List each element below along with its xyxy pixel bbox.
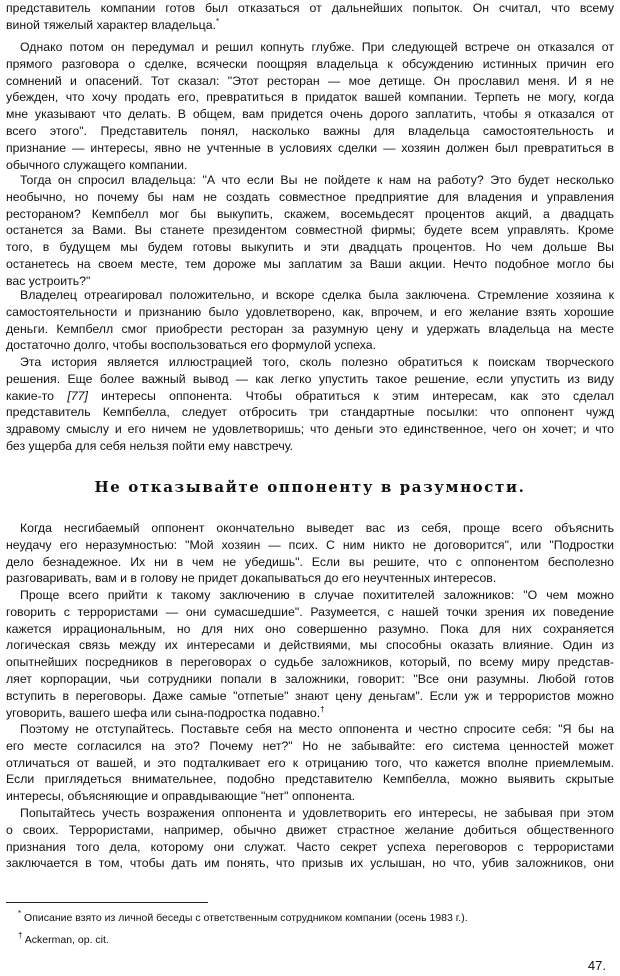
text-line: необычно, но почему бы нам не создать совместное предприятие для владения и управления — [6, 189, 614, 204]
footnote — [18, 931, 109, 947]
paragraph — [6, 805, 614, 872]
footnote-divider — [6, 902, 208, 903]
paragraph — [6, 0, 614, 34]
text-line: уговорить, вашего шефа или сына-подростка подавно.† — [6, 704, 325, 720]
paragraph — [6, 520, 614, 587]
text-line: всего этого". Представитель понял, насколько важны для владельца самостоятельность и — [6, 123, 614, 138]
footnote-mark: * — [18, 909, 22, 918]
text-line: интересы, объясняющие и оправдывающие "нет" оппонента. — [6, 789, 356, 804]
text-line: мне указывают что делать. В общем, вам придется очень дорого заплатить, чтобы я отказался от — [6, 107, 614, 122]
page-reference: [77] — [67, 388, 88, 403]
text-line: Попытайтесь учесть возражения оппонента и удовлетворить его интересы, не забывая при этом — [20, 806, 614, 820]
text-line: заключается в том, чтобы дать им понять, что призыв их услышан, но что, убив заложников, они — [6, 856, 614, 871]
footnote-mark: † — [18, 931, 23, 940]
text-line: деньги. Кемпбелл смог приобрести ресторан за разумную цену и удержать владельца на месте — [6, 321, 614, 336]
text-line: кажется иррациональным, но для них оно совершенно разумно. Пока для них сохраняется — [6, 621, 614, 636]
footnote-text: Описание взято из личной беседы с ответственным сотрудником компании (осень 1983 г.). — [24, 912, 468, 924]
footnote-mark: * — [215, 16, 220, 26]
text-line: разговаривать, вам и в голову не придет докапываться до его неучтенных интересов. — [6, 571, 497, 586]
text-line: останется за Вами. Вы станете президентом совместной фирмы; будете всем управлять. Кроме — [6, 223, 614, 238]
text-line: ляет корпорации, чьи сотрудники попали в заложники, говорит: "Все они разумны. Любой готов — [6, 671, 614, 686]
text-line: отличаться от вашей, и это подталкивает его к отрицанию того, что кажется вполне приемлемым. — [6, 755, 614, 770]
text-line: останетесь на своем месте, тем дороже мы заплатим за Ваши акции. Нечто подобное могло бы — [6, 256, 614, 271]
text-line: обычного служащего компании. — [6, 157, 188, 172]
text-line: представитель компании готов был отказаться от дальнейших попыток. Он считал, что всему — [6, 1, 614, 15]
text-line: Однако потом он передумал и решил копнуть глубже. При следующей встрече он отказался от — [20, 40, 614, 54]
text-line: признание — интересы, явно не учтенные в условиях сделки — хозяин должен был превратиться в — [6, 140, 614, 155]
footnote — [18, 909, 468, 925]
text-line: виной тяжелый характер владельца.* — [6, 16, 220, 32]
text-line: логическая связь между их интересами и действиями, мы способны оказать влияние. Один из — [6, 638, 614, 653]
text-line: Когда несгибаемый оппонент окончательно выведет вас из себя, проще всего объяснить — [20, 521, 614, 535]
text-line: решения. Еще более важный вывод — как легко упустить такое решение, если упустить из виду — [6, 371, 614, 386]
paragraph — [6, 39, 614, 173]
text-line: его месте согласился на это? Почему нет?" Но не забывайте: его система ценностей может — [6, 738, 614, 753]
footnote-mark: † — [320, 704, 325, 714]
text-line: Поэтому не отступайтесь. Поставьте себя на место оппонента и честно спросите себя: "Я бы на — [20, 722, 614, 736]
paragraph — [6, 287, 614, 354]
text-line: дело безнадежное. Их ни в чем не убедишь". Если вы решите, что с оппонентом бесполезно — [6, 554, 614, 569]
text-line: достаточно долго, чтобы воспользоваться его формулой успеха. — [6, 338, 377, 353]
text-line: о своих. Террористами, например, обычно движет страстное желание добиться общественного — [6, 822, 614, 837]
text-line: Проще всего прийти к такому заключению в случае похитителей заложников: "О чем можно — [20, 588, 614, 602]
text-line: признания того дела, которому они служат. Часто секрет успеха переговоров с террористами — [6, 839, 614, 854]
paragraph — [6, 172, 614, 290]
text-line: того, в будущем мы будем готовы выкупить и эти двадцать процентов. Но чем дольше Вы — [6, 240, 614, 255]
text-line: прямого разговора о сделке, всячески поощряя владельца к обсуждению истинных причин его — [6, 56, 614, 71]
text-line: опытнейших посредников в переговорах о судьбе заложников, который, по всему миру представ- — [6, 655, 614, 670]
text-line: убежден, что хочу продать его, превратиться в придаток вашей компании. Терпеть не могу, когда — [6, 90, 614, 105]
text-line: неудачу его неразумностью: "Мой хозяин — псих. С ним никто не договорится", или "Подростки — [6, 537, 614, 552]
paragraph — [6, 354, 614, 455]
text-line: Эта история является иллюстрацией того, сколь полезно обратиться к поискам творческого — [20, 355, 614, 369]
text-line: Если приглядеться внимательнее, подобно представителю Кемпбелла, можно выявить скрытые — [6, 772, 614, 787]
text-line: здравому смыслу и его ничем не удовлетворишь; что деньги это единственное, чего он хочет; и что — [6, 422, 614, 437]
paragraph — [6, 587, 614, 721]
text-line: Тогда он спросил владельца: "А что если Вы не пойдете к нам на работу? Это будет несколько — [20, 173, 614, 187]
text-line: говорить с террористами — они сумасшедшие". Разумеется, с нашей точки зрения их поведение — [6, 604, 614, 619]
text-line: самостоятельности и признанию было удовлетворено, как, впрочем, и его желание взять хорошие — [6, 304, 614, 319]
text-line: вступить в переговоры. Даже самые "отпетые" знают цену деньгам". Если уж и террористов можно — [6, 688, 614, 703]
text-line: рестораном? Кемпбелл мог бы выкупить, скажем, восемьдесят процентов акций, а двадцать — [6, 206, 614, 221]
text-line: какие-то [77] интересы оппонента. Чтобы обратиться к этим интересам, как это сделал — [6, 388, 615, 403]
page-number: 47. — [587, 958, 606, 973]
paragraph — [6, 721, 614, 805]
text-line: представитель Кемпбелла, следует отбросить три стандартные посылки: что оппонент чужд — [6, 405, 614, 420]
text-line: Владелец отреагировал положительно, и вскоре сделка была заключена. Стремление хозяина к — [20, 288, 614, 302]
section-heading: Не отказывайте оппоненту в разумности. — [94, 478, 526, 496]
footnote-text: Ackerman, op. cit. — [24, 934, 109, 946]
text-line: вас устроить?" — [6, 273, 91, 288]
text-line: сомнений и опасений. Тот сказал: "Этот ресторан — мое детище. Он прославил меня. И я не — [6, 73, 614, 88]
text-line: без ущерба для себя нельзя пойти ему навстречу. — [6, 438, 294, 453]
